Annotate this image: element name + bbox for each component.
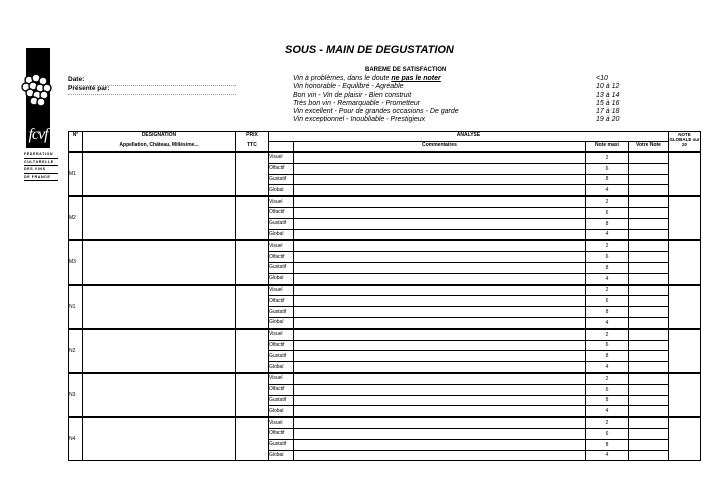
criterion-label: Visuel <box>269 329 294 340</box>
comment-cell[interactable] <box>294 218 586 229</box>
price-cell[interactable] <box>236 373 269 417</box>
header-designation-sub: Appellation, Château, Millésime... <box>83 142 236 153</box>
note-maxi-cell: 2 <box>586 329 629 340</box>
wine-number: N4 <box>69 417 83 461</box>
votre-note-cell[interactable] <box>629 174 669 185</box>
note-maxi-cell: 4 <box>586 362 629 373</box>
criterion-label: Global <box>269 317 294 328</box>
note-globale-cell[interactable] <box>669 329 701 373</box>
criterion-label: Gustatif <box>269 218 294 229</box>
votre-note-cell[interactable] <box>629 152 669 163</box>
criterion-label: Global <box>269 406 294 417</box>
header-note-globale: NOTE GLOBALE sur 20 <box>669 132 701 153</box>
criterion-label: Olfactif <box>269 252 294 263</box>
wine-number: N3 <box>69 373 83 417</box>
table-row <box>69 373 701 384</box>
designation-cell[interactable] <box>83 285 236 329</box>
votre-note-cell[interactable] <box>629 240 669 251</box>
comment-cell[interactable] <box>294 384 586 395</box>
votre-note-cell[interactable] <box>629 163 669 174</box>
votre-note-cell[interactable] <box>629 428 669 439</box>
votre-note-cell[interactable] <box>629 329 669 340</box>
comment-cell[interactable] <box>294 285 586 296</box>
bareme-range: 17 à 18 <box>596 108 620 116</box>
comment-cell[interactable] <box>294 174 586 185</box>
votre-note-cell[interactable] <box>629 450 669 461</box>
votre-note-cell[interactable] <box>629 373 669 384</box>
criterion-label: Gustatif <box>269 351 294 362</box>
comment-cell[interactable] <box>294 252 586 263</box>
price-cell[interactable] <box>236 329 269 373</box>
votre-note-cell[interactable] <box>629 406 669 417</box>
note-maxi-cell: 4 <box>586 185 629 196</box>
criterion-label: Visuel <box>269 373 294 384</box>
criterion-label: Gustatif <box>269 307 294 318</box>
bareme-desc: Bon vin - Vin de plaisir - Bien construit <box>293 91 412 99</box>
comment-cell[interactable] <box>294 185 586 196</box>
note-maxi-cell: 6 <box>586 252 629 263</box>
votre-note-cell[interactable] <box>629 417 669 428</box>
designation-cell[interactable] <box>83 196 236 240</box>
bareme-desc: Vin excellent - Pour de grandes occasions - De garde <box>293 108 459 116</box>
bareme-row <box>293 75 633 83</box>
votre-note-cell[interactable] <box>629 218 669 229</box>
bareme-range: 15 à 16 <box>596 99 620 107</box>
criterion-label: Global <box>269 185 294 196</box>
comment-cell[interactable] <box>294 273 586 284</box>
price-cell[interactable] <box>236 240 269 284</box>
votre-note-cell[interactable] <box>629 285 669 296</box>
date-field[interactable]: Date: <box>68 76 236 86</box>
price-cell[interactable] <box>236 196 269 240</box>
price-cell[interactable] <box>236 417 269 461</box>
bareme-list <box>293 75 633 125</box>
comment-cell[interactable] <box>294 262 586 273</box>
note-maxi-cell: 2 <box>586 285 629 296</box>
note-maxi-cell: 2 <box>586 373 629 384</box>
note-maxi-cell: 6 <box>586 384 629 395</box>
note-globale-cell[interactable] <box>669 285 701 329</box>
table-row <box>69 196 701 207</box>
logo-caption: FÉDÉRATION CULTURELLE DES VINS DE FRANCE <box>24 151 58 181</box>
comment-cell[interactable] <box>294 417 586 428</box>
table-row <box>69 417 701 428</box>
comment-cell[interactable] <box>294 450 586 461</box>
comment-cell[interactable] <box>294 207 586 218</box>
note-globale-cell[interactable] <box>669 417 701 461</box>
header-num: N° <box>69 132 83 153</box>
note-maxi-cell: 8 <box>586 218 629 229</box>
bareme-desc: Vin exceptionnel - Inoubliable - Prestigieux <box>293 116 426 124</box>
note-maxi-cell: 8 <box>586 439 629 450</box>
header-analyse: ANALYSE <box>269 132 669 142</box>
logo-wordmark: fcvf <box>28 126 48 143</box>
note-maxi-cell: 6 <box>586 428 629 439</box>
note-maxi-cell: 8 <box>586 307 629 318</box>
wine-number: N2 <box>69 329 83 373</box>
criterion-label: Olfactif <box>269 340 294 351</box>
header-designation: DESIGNATION <box>83 132 236 142</box>
header-votre-note: Votre Note <box>629 142 669 153</box>
comment-cell[interactable] <box>294 406 586 417</box>
note-maxi-cell: 6 <box>586 340 629 351</box>
bareme-range: <10 <box>596 75 608 82</box>
criterion-label: Visuel <box>269 240 294 251</box>
votre-note-cell[interactable] <box>629 351 669 362</box>
votre-note-cell[interactable] <box>629 185 669 196</box>
comment-cell[interactable] <box>294 329 586 340</box>
criterion-label: Global <box>269 229 294 240</box>
presenter-field[interactable]: Présenté par: <box>68 85 236 95</box>
votre-note-cell[interactable] <box>629 262 669 273</box>
criterion-label: Global <box>269 362 294 373</box>
wine-number: M2 <box>69 196 83 240</box>
criterion-label: Gustatif <box>269 395 294 406</box>
header-prix: PRIX <box>236 132 269 142</box>
table-row <box>69 329 701 340</box>
table-row <box>69 240 701 251</box>
comment-cell[interactable] <box>294 307 586 318</box>
note-maxi-cell: 6 <box>586 296 629 307</box>
table-row <box>69 285 701 296</box>
bareme-desc: Vin honorable - Equilibré - Agréable <box>293 83 404 91</box>
comment-cell[interactable] <box>294 373 586 384</box>
note-maxi-cell: 4 <box>586 450 629 461</box>
note-globale-cell[interactable] <box>669 240 701 284</box>
bareme-warning: ne pas le noter <box>391 75 441 82</box>
comment-cell[interactable] <box>294 196 586 207</box>
note-globale-cell[interactable] <box>669 373 701 417</box>
criterion-label: Visuel <box>269 417 294 428</box>
note-maxi-cell: 8 <box>586 262 629 273</box>
bareme-desc: Très bon vin - Remarquable - Prometteur <box>293 99 421 107</box>
criterion-label: Visuel <box>269 285 294 296</box>
comment-cell[interactable] <box>294 439 586 450</box>
wine-number: M1 <box>69 152 83 196</box>
criterion-label: Gustatif <box>269 174 294 185</box>
note-maxi-cell: 4 <box>586 317 629 328</box>
criterion-label: Olfactif <box>269 296 294 307</box>
bareme-row <box>293 100 633 108</box>
note-maxi-cell: 8 <box>586 395 629 406</box>
bareme-range: 19 à 20 <box>596 116 620 124</box>
comment-cell[interactable] <box>294 229 586 240</box>
comment-cell[interactable] <box>294 317 586 328</box>
bareme-row <box>293 92 633 100</box>
criterion-label: Global <box>269 273 294 284</box>
votre-note-cell[interactable] <box>629 296 669 307</box>
votre-note-cell[interactable] <box>629 207 669 218</box>
criterion-label: Olfactif <box>269 207 294 218</box>
criterion-label: Visuel <box>269 196 294 207</box>
designation-cell[interactable] <box>83 240 236 284</box>
bareme-range: 10 à 12 <box>596 83 620 91</box>
votre-note-cell[interactable] <box>629 317 669 328</box>
note-maxi-cell: 6 <box>586 207 629 218</box>
votre-note-cell[interactable] <box>629 307 669 318</box>
comment-cell[interactable] <box>294 362 586 373</box>
bareme-desc: Vin à problèmes, dans le doute ne pas le noter <box>293 75 441 82</box>
grapes-icon <box>18 70 58 110</box>
note-maxi-cell: 2 <box>586 417 629 428</box>
votre-note-cell[interactable] <box>629 395 669 406</box>
bareme-row <box>293 108 633 116</box>
designation-cell[interactable] <box>83 373 236 417</box>
criterion-label: Visuel <box>269 152 294 163</box>
page-title: SOUS - MAIN DE DEGUSTATION <box>285 44 454 56</box>
comment-cell[interactable] <box>294 351 586 362</box>
criterion-label: Global <box>269 450 294 461</box>
bareme-title: BAREME DE SATISFACTION <box>365 67 447 73</box>
note-globale-cell[interactable] <box>669 196 701 240</box>
votre-note-cell[interactable] <box>629 252 669 263</box>
price-cell[interactable] <box>236 285 269 329</box>
designation-cell[interactable] <box>83 329 236 373</box>
designation-cell[interactable] <box>83 152 236 196</box>
comment-cell[interactable] <box>294 296 586 307</box>
price-cell[interactable] <box>236 152 269 196</box>
criterion-label: Gustatif <box>269 262 294 273</box>
note-maxi-cell: 6 <box>586 163 629 174</box>
comment-cell[interactable] <box>294 395 586 406</box>
note-maxi-cell: 2 <box>586 152 629 163</box>
votre-note-cell[interactable] <box>629 384 669 395</box>
criterion-label: Gustatif <box>269 439 294 450</box>
votre-note-cell[interactable] <box>629 439 669 450</box>
wine-number: N1 <box>69 285 83 329</box>
votre-note-cell[interactable] <box>629 229 669 240</box>
header-note-maxi: Note maxi <box>586 142 629 153</box>
note-maxi-cell: 8 <box>586 174 629 185</box>
comment-cell[interactable] <box>294 340 586 351</box>
votre-note-cell[interactable] <box>629 340 669 351</box>
header-commentaires: Commentaires <box>294 142 586 153</box>
bareme-row <box>293 83 633 91</box>
designation-cell[interactable] <box>83 417 236 461</box>
tasting-table <box>68 131 701 461</box>
criterion-label: Olfactif <box>269 428 294 439</box>
comment-cell[interactable] <box>294 240 586 251</box>
note-maxi-cell: 4 <box>586 406 629 417</box>
note-maxi-cell: 2 <box>586 240 629 251</box>
note-maxi-cell: 4 <box>586 229 629 240</box>
note-maxi-cell: 4 <box>586 273 629 284</box>
bareme-range: 13 à 14 <box>596 91 620 99</box>
comment-cell[interactable] <box>294 163 586 174</box>
votre-note-cell[interactable] <box>629 362 669 373</box>
wine-number: M3 <box>69 240 83 284</box>
criterion-label: Olfactif <box>269 163 294 174</box>
note-maxi-cell: 2 <box>586 196 629 207</box>
bareme-row <box>293 116 633 124</box>
votre-note-cell[interactable] <box>629 196 669 207</box>
header-prix-sub: TTC <box>236 142 269 153</box>
table-row <box>69 152 701 163</box>
comment-cell[interactable] <box>294 428 586 439</box>
comment-cell[interactable] <box>294 152 586 163</box>
votre-note-cell[interactable] <box>629 273 669 284</box>
note-globale-cell[interactable] <box>669 152 701 196</box>
criterion-label: Olfactif <box>269 384 294 395</box>
note-maxi-cell: 8 <box>586 351 629 362</box>
